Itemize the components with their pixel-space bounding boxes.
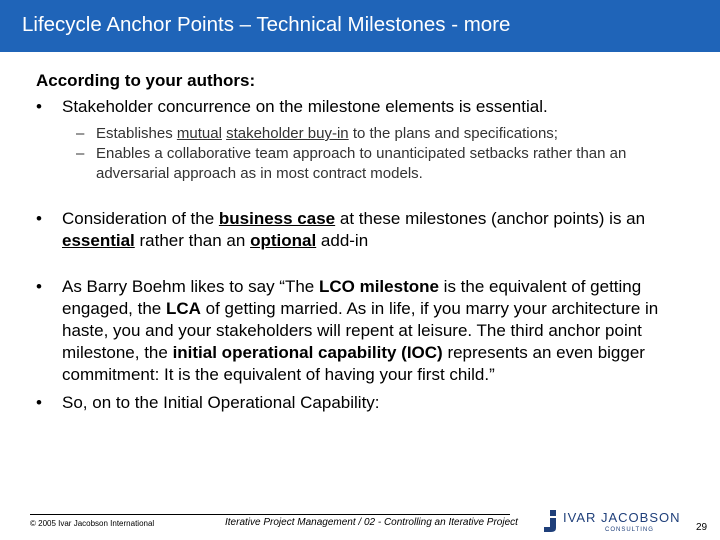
bold-term: initial operational capability (IOC) [172,343,443,362]
bullet-text: of getting married. As in life, if you marry your architecture in haste, you and your stakeholders will repent at leisure. The third anchor point milestone, the [62,299,659,362]
logo-wordmark: IVAR JACOBSON [563,510,681,525]
sub-bullet-buy-in [36,124,696,144]
dash-mark: – [76,145,85,162]
footer-divider [30,514,510,515]
bold-term: LCO milestone [318,277,439,296]
bullet-mark: • [36,277,42,296]
title-bar [0,0,720,52]
logo-mark-icon [542,510,558,532]
slide-title: Lifecycle Anchor Points – Technical Milestones - more [22,13,511,36]
company-logo [542,508,682,538]
underlined-term: mutual [176,125,222,142]
bullet-text: at these milestones (anchor points) is an [335,209,646,228]
bullet-text: As Barry Boehm likes to say “The [62,277,319,296]
bullet-business-case [36,208,696,252]
bullet-mark: • [36,209,42,228]
bullet-text: represents an even bigger commitment: It is the equivalent of having your first child.” [62,343,645,384]
slide-body [36,70,696,414]
sub-text: to the plans and specifications; [348,125,558,142]
footer-copyright: © 2005 Ivar Jacobson International [30,519,155,528]
bullet-boehm-quote [36,276,696,386]
intro-heading: According to your authors: [36,71,256,90]
underlined-term: essential [62,231,135,250]
underlined-term: business case [218,209,336,228]
underlined-term: optional [250,231,317,250]
bullet-mark: • [36,393,42,412]
bullet-mark: • [36,97,42,116]
bullet-stakeholder-concurrence [36,96,696,118]
bullet-text: is the equivalent of getting engaged, the [62,277,642,318]
dash-mark: – [76,125,85,142]
underlined-term: stakeholder buy-in [226,125,349,142]
footer-course-title: Iterative Project Management / 02 - Controlling an Iterative Project [225,517,518,528]
page-number: 29 [696,522,708,533]
bullet-text: add-in [316,231,369,250]
bold-term: LCA [165,299,201,318]
logo-subtitle: CONSULTING [605,527,654,533]
sub-bullet-collaborative [36,144,696,184]
bullet-text: Stakeholder concurrence on the milestone elements is essential. [62,97,548,116]
bullet-text: Consideration of the [62,209,219,228]
sub-text: Establishes [96,125,177,142]
bullet-text: So, on to the Initial Operational Capability: [62,393,380,412]
sub-text: Enables a collaborative team approach to unanticipated setbacks rather than an adversarial approach as in most contract models. [96,145,627,182]
bullet-ioc [36,392,696,414]
bullet-text: rather than an [134,231,251,250]
